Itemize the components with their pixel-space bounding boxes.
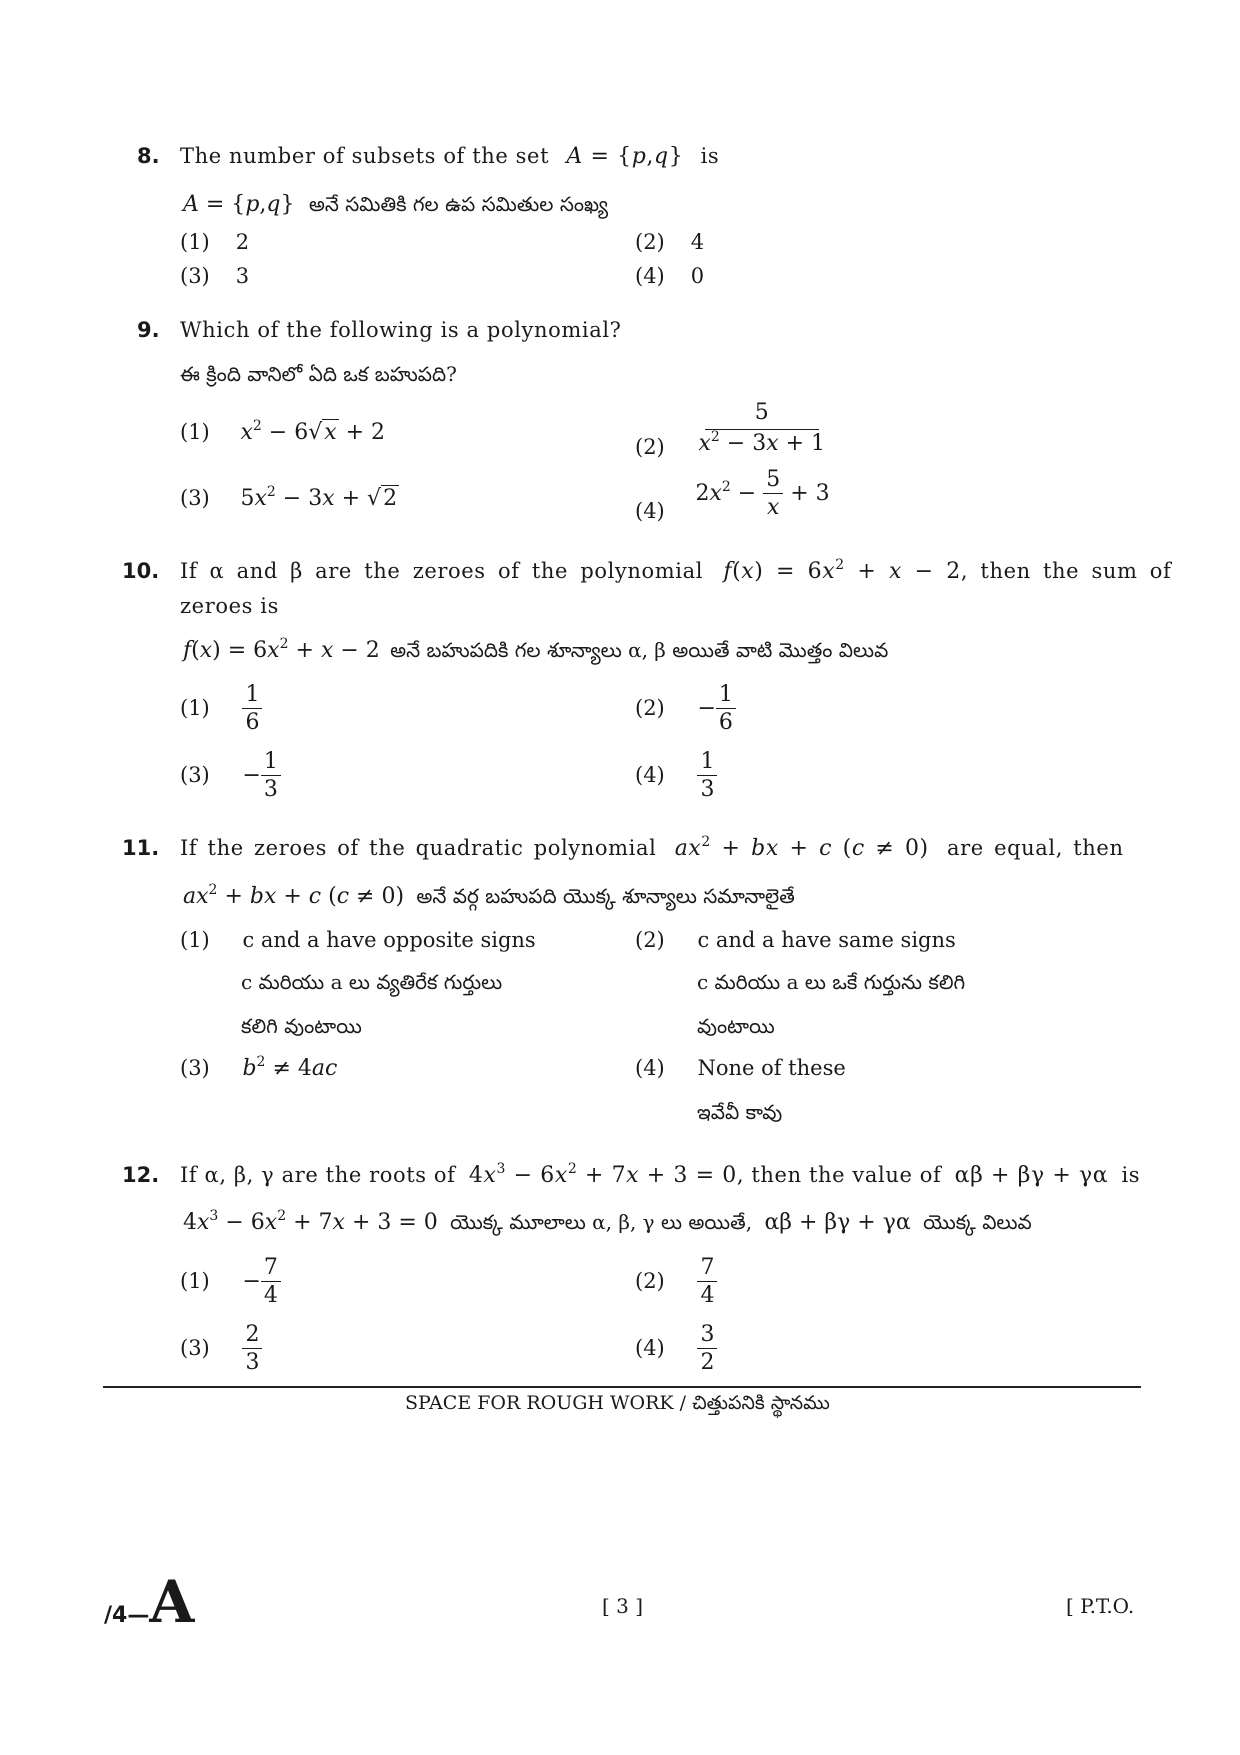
option[interactable]: (1) − $\frac{7}{4}$ xyxy=(180,1255,281,1309)
option[interactable]: (4) $2x^2$ − $\frac{5}{x}$ + 3 xyxy=(635,467,830,523)
question-number: 11. xyxy=(122,836,160,860)
option[interactable]: (2) 4 xyxy=(635,230,705,254)
option[interactable]: (3) − $\frac{1}{3}$ xyxy=(180,749,281,803)
option[interactable]: (2) $\frac{7}{4}$ xyxy=(635,1255,717,1309)
question-text-en: Which of the following is a polynomial? xyxy=(180,318,622,342)
option-text-te: c మరియు a లు ఒకే గుర్తును కలిగి xyxy=(697,970,966,994)
question-text-en: If the zeroes of the quadratic polynomial $ax^2$ + bx + c (c ≠ 0) are equal, then xyxy=(180,834,1124,861)
question-number: 8. xyxy=(137,144,160,168)
option-text-te: ఇవేవీ కావు xyxy=(697,1100,783,1124)
option[interactable]: (1) c and a have opposite signs xyxy=(180,928,536,952)
question-number: 10. xyxy=(122,559,160,583)
option-text-te: కలిగి వుంటాయి xyxy=(241,1014,362,1038)
option[interactable]: (4) $\frac{3}{2}$ xyxy=(635,1322,717,1376)
question-text-en: If α and β are the zeroes of the polynomial $f(x) = 6x^2 + x - 2$, then the sum of xyxy=(180,557,1172,584)
question-text-te: A = {p,q} అనే సమితికి గల ఉప సమితుల సంఖ్య xyxy=(183,192,609,217)
question-text-te: $ax^2$ + bx + c (c ≠ 0) అనే వర్గ బహుపది యొక్క శూన్యాలు సమానాలైతే xyxy=(183,882,795,909)
page-number: [ 3 ] xyxy=(602,1594,644,1618)
question-text-te: $4x^3 - 6x^2 + 7x + 3 = 0$ యొక్క మూలాలు α, β, γ లు అయితే, αβ + βγ + γα యొక్క విలువ xyxy=(183,1208,1032,1235)
question-number: 12. xyxy=(122,1163,160,1187)
pto-label: [ P.T.O. xyxy=(1066,1594,1135,1618)
question-text-te: $f(x) = 6x^2 + x - 2$ అనే బహుపదికి గల శూన్యాలు α, β అయితే వాటి మొత్తం విలువ xyxy=(183,636,889,663)
option[interactable]: (4) $\frac{1}{3}$ xyxy=(635,749,717,803)
option[interactable]: (2) $\frac{5}{x^2 - 3x + 1}$ xyxy=(635,400,826,459)
option-text-te: వుంటాయి xyxy=(697,1014,775,1038)
option[interactable]: (2) c and a have same signs xyxy=(635,928,956,952)
option[interactable]: (3) $5x^2 - 3x + √2$ xyxy=(180,484,398,511)
option[interactable]: (1) 2 xyxy=(180,230,250,254)
option[interactable]: (4) 0 xyxy=(635,264,705,288)
option[interactable]: (2) − $\frac{1}{6}$ xyxy=(635,682,736,736)
question-text-te: ఈ క్రింది వానిలో ఏది ఒక బహుపది? xyxy=(180,362,457,386)
booklet-code: /4—A xyxy=(104,1568,195,1636)
question-number: 9. xyxy=(137,318,160,342)
option[interactable]: (3) 3 xyxy=(180,264,250,288)
option-text-te: c మరియు a లు వ్యతిరేక గుర్తులు xyxy=(241,970,503,994)
rough-work-label: SPACE FOR ROUGH WORK / చిత్తుపనికి స్థానము xyxy=(405,1392,830,1414)
question-text-en-line2: zeroes is xyxy=(180,594,279,618)
question-text-en: The number of subsets of the set A = {p,q} is xyxy=(180,144,720,169)
divider-rule xyxy=(103,1386,1141,1388)
question-text-en: If α, β, γ are the roots of $4x^3 - 6x^2 + 7x + 3 = 0$, then the value of αβ + βγ + γα is xyxy=(180,1161,1141,1188)
option[interactable]: (1) $\frac{1}{6}$ xyxy=(180,682,262,736)
option[interactable]: (4) None of these xyxy=(635,1056,846,1080)
option[interactable]: (1) $x^2 - 6√x + 2$ xyxy=(180,418,386,445)
option[interactable]: (3) $b^2 \ne 4ac$ xyxy=(180,1054,338,1081)
option[interactable]: (3) $\frac{2}{3}$ xyxy=(180,1322,262,1376)
